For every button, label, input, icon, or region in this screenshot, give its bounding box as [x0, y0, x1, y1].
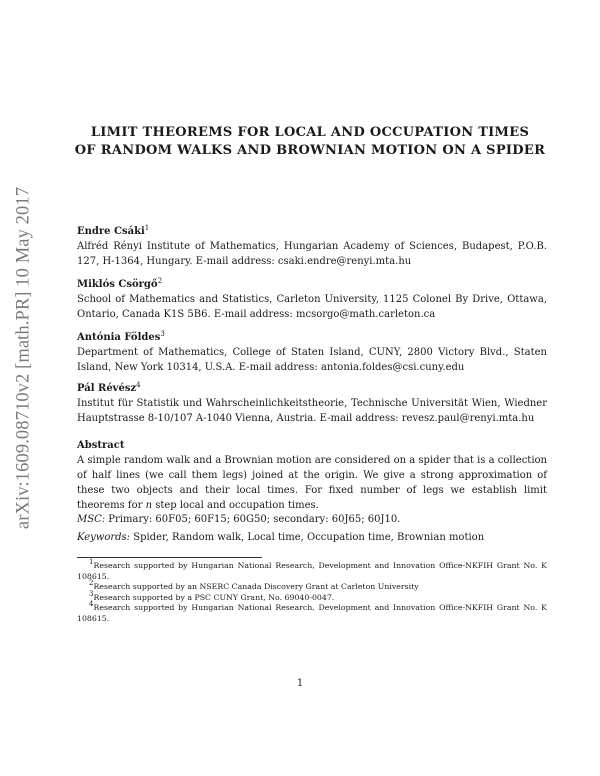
footnote: $^1$Research supported by Hungarian National Research, Development and Innovation Office-NKFIH Grant No. K 108615.: [77, 558, 547, 581]
author-block: [77, 224, 547, 269]
keywords: [77, 532, 484, 543]
author-name: Miklós Csörgő: [77, 279, 158, 290]
author-name: Pál Révész: [77, 383, 137, 394]
footnote: $^3$Research supported by a PSC CUNY Grant, No. 69040-0047.: [89, 589, 335, 602]
msc-codes: Primary: 60F05; 60F15; 60G50; secondary: 60J65; 60J10.: [105, 514, 401, 525]
msc-classification: [77, 514, 400, 525]
arxiv-identifier: [10, 178, 38, 538]
msc-label: MSC:: [77, 514, 106, 525]
footnote-mark: 3: [160, 330, 165, 338]
author-affiliation: Alfréd Rényi Institute of Mathematics, Hungarian Academy of Sciences, Budapest, P.O.B. 127, H-1364, Hungary. E-mail address: csaki.endre@renyi.mta.hu: [77, 241, 547, 267]
footnote-rule: [77, 557, 262, 558]
math-n: n: [145, 500, 153, 511]
author-affiliation: Department of Mathematics, College of Staten Island, CUNY, 2800 Victory Blvd., Staten Island, New York 10314, U.S.A. E-mail address: antonia.foldes@csi.cuny.edu: [77, 347, 547, 373]
footnote-mark: 4: [136, 381, 141, 389]
arxiv-identifier-text: arXiv:1609.08710v2 [math.PR] 10 May 2017: [13, 186, 34, 530]
author-name: Antónia Földes: [77, 332, 161, 343]
author-block: [77, 277, 547, 322]
author-affiliation: Institut für Statistik und Wahrscheinlichkeitstheorie, Technische Universität Wien, Wiedner Hauptstrasse 8-10/107 A-1040 Vienna, Austria. E-mail address: revesz.paul@renyi.mta.hu: [77, 398, 547, 424]
author-block: [77, 381, 547, 426]
author-block: [77, 330, 547, 375]
footnote-mark: 2: [157, 277, 163, 285]
footnote: $^2$Research supported by an NSERC Canada Discovery Grant at Carleton University: [89, 579, 419, 591]
footnote-mark: 1: [144, 224, 150, 232]
keywords-text: Spider, Random walk, Local time, Occupation time, Brownian motion: [130, 532, 485, 543]
author-name: Endre Csáki: [77, 226, 145, 237]
paper-title: [70, 124, 550, 160]
page-number: 1: [296, 678, 304, 689]
footnote: $^4$Research supported by Hungarian National Research, Development and Innovation Office-NKFIH Grant No. K 108615.: [77, 600, 547, 623]
title-line: LIMIT THEOREMS FOR LOCAL AND OCCUPATION TIMES: [90, 125, 530, 140]
keywords-label: Keywords:: [77, 532, 131, 543]
abstract-body: A simple random walk and a Brownian motion are considered on a spider that is a collection of half lines (we call them legs) joined at the origin. We give a strong approximation of these two objects and their local times. For fixed number of legs we establish limit theorems for n step local and occupation times.: [77, 455, 547, 511]
abstract: [77, 438, 547, 513]
title-line: OF RANDOM WALKS AND BROWNIAN MOTION ON A SPIDER: [74, 143, 546, 158]
author-affiliation: School of Mathematics and Statistics, Carleton University, 1125 Colonel By Drive, Ottawa, Ontario, Canada K1S 5B6. E-mail address: mcsorgo@math.carleton.ca: [77, 294, 547, 320]
abstract-heading: Abstract: [77, 440, 125, 451]
footnotes: [77, 558, 547, 624]
